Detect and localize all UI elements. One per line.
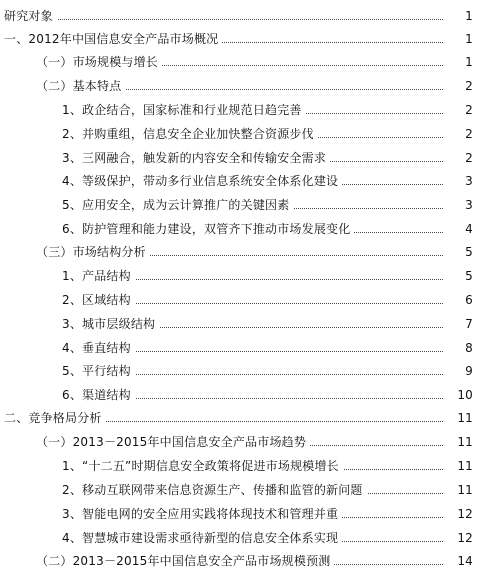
toc-entry[interactable]: [0, 243, 487, 261]
toc-entry[interactable]: [0, 386, 487, 404]
toc-entry-page: 3: [465, 198, 473, 212]
toc-entry[interactable]: [0, 220, 487, 238]
toc-entry-title: 一、2012年中国信息安全产品市场概况: [4, 30, 222, 48]
toc-entry[interactable]: [0, 30, 487, 48]
toc-entry-title: 研究对象: [4, 7, 57, 25]
toc-entry[interactable]: [0, 53, 487, 71]
toc-entry-title: 3、智能电网的安全应用实践将体现技术和管理并重: [62, 505, 342, 523]
toc-entry-page: 1: [465, 55, 473, 69]
toc-entry-page: 2: [465, 127, 473, 141]
toc-entry[interactable]: [0, 291, 487, 309]
toc-entry-page: 3: [465, 174, 473, 188]
toc-entry-title: 1、政企结合，国家标准和行业规范日趋完善: [62, 101, 306, 119]
toc-entry-title: 二、竞争格局分析: [4, 409, 106, 427]
toc-entry-page: 7: [465, 317, 473, 331]
toc-entry-page: 10: [457, 388, 473, 402]
toc-entry-page: 5: [465, 269, 473, 283]
toc-entry-page: 1: [465, 9, 473, 23]
toc-entry-page: 12: [457, 507, 473, 521]
toc-entry[interactable]: [0, 362, 487, 380]
toc-entry-page: 12: [457, 531, 473, 545]
toc-entry-title: 6、防护管理和能力建设，双管齐下推动市场发展变化: [62, 220, 354, 238]
toc-entry-page: 9: [465, 364, 473, 378]
toc-entry-title: （二）2013－2015年中国信息安全产品市场规模预测: [36, 552, 334, 570]
toc-entry-page: 4: [465, 222, 473, 236]
toc-entry-page: 11: [457, 411, 473, 425]
toc-entry[interactable]: [0, 505, 487, 523]
toc-entry-page: 6: [465, 293, 473, 307]
dot-leader: [4, 19, 443, 20]
toc-entry[interactable]: [0, 7, 487, 25]
toc-entry[interactable]: [0, 409, 487, 427]
toc-entry-title: 4、智慧城市建设需求亟待新型的信息安全体系实现: [62, 529, 342, 547]
toc-entry[interactable]: [0, 101, 487, 119]
toc-entry-title: 5、应用安全，成为云计算推广的关键因素: [62, 196, 293, 214]
toc-entry[interactable]: [0, 315, 487, 333]
toc-entry-page: 1: [465, 32, 473, 46]
toc-entry[interactable]: [0, 196, 487, 214]
toc-entry[interactable]: [0, 77, 487, 95]
toc-entry-page: 2: [465, 103, 473, 117]
toc-entry[interactable]: [0, 529, 487, 547]
toc-entry-page: 5: [465, 245, 473, 259]
toc-entry[interactable]: [0, 172, 487, 190]
toc-entry-page: 14: [457, 554, 473, 568]
toc-entry-page: 2: [465, 151, 473, 165]
toc-entry[interactable]: [0, 267, 487, 285]
toc-entry-title: （一）2013－2015年中国信息安全产品市场趋势: [36, 433, 310, 451]
toc-entry[interactable]: [0, 125, 487, 143]
toc-entry-title: 5、平行结构: [62, 362, 135, 380]
toc-entry-title: 2、并购重组，信息安全企业加快整合资源步伐: [62, 125, 318, 143]
toc-entry-page: 11: [457, 483, 473, 497]
toc-entry-title: 1、产品结构: [62, 267, 135, 285]
toc-entry-title: 2、区域结构: [62, 291, 135, 309]
toc-entry-title: （一）市场规模与增长: [36, 53, 162, 71]
toc-entry[interactable]: [0, 149, 487, 167]
toc-entry[interactable]: [0, 552, 487, 570]
toc-entry-title: 6、渠道结构: [62, 386, 135, 404]
toc-entry-title: 2、移动互联网带来信息资源生产、传播和监管的新问题: [62, 481, 367, 499]
toc-entry-page: 11: [457, 435, 473, 449]
toc-entry[interactable]: [0, 433, 487, 451]
toc-entry-title: 3、三网融合，触发新的内容安全和传输安全需求: [62, 149, 330, 167]
toc-entry-page: 8: [465, 341, 473, 355]
toc-entry-title: 3、城市层级结构: [62, 315, 159, 333]
toc-entry-title: （二）基本特点: [36, 77, 125, 95]
toc-entry[interactable]: [0, 339, 487, 357]
toc-entry-title: 1、“十二五”时期信息安全政策将促进市场规模增长: [62, 457, 343, 475]
toc-entry-page: 11: [457, 459, 473, 473]
toc-entry-title: 4、等级保护，带动多行业信息系统安全体系化建设: [62, 172, 342, 190]
toc-entry[interactable]: [0, 457, 487, 475]
toc-entry-page: 2: [465, 79, 473, 93]
toc-entry-title: 4、垂直结构: [62, 339, 135, 357]
toc-entry[interactable]: [0, 481, 487, 499]
toc-entry-title: （三）市场结构分析: [36, 243, 150, 261]
